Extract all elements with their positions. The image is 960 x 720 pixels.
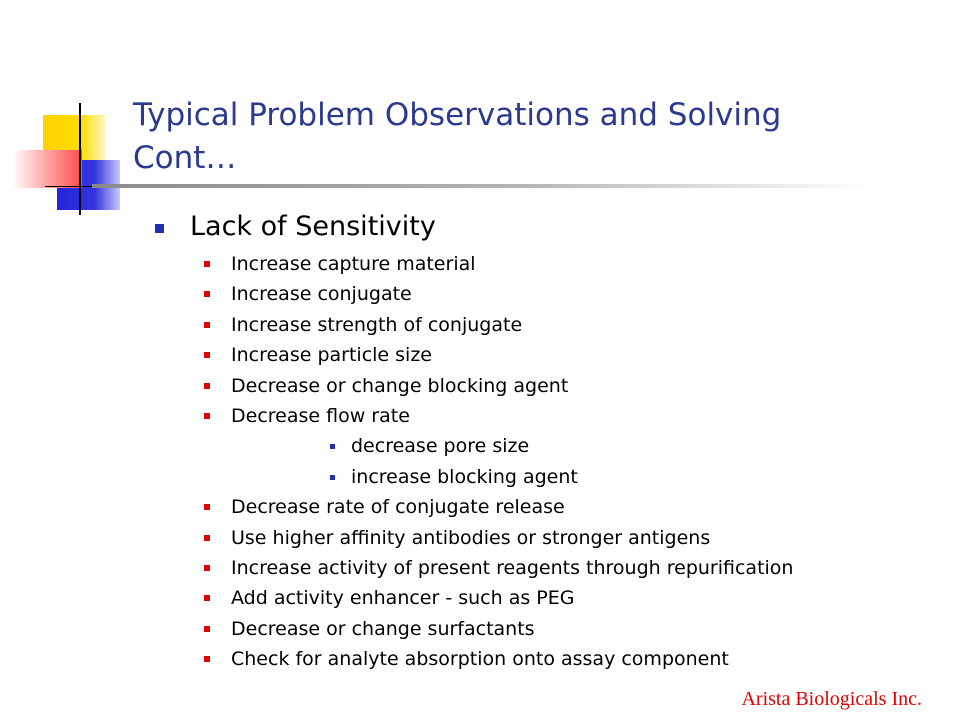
list-item-text: Decrease rate of conjugate release: [231, 496, 565, 519]
square-bullet-icon: [204, 535, 210, 541]
list-item-text: Decrease flow rate: [231, 405, 410, 428]
square-bullet-icon: [204, 261, 210, 267]
sub-list-item-text: increase blocking agent: [351, 465, 578, 488]
list-item-text: Increase conjugate: [231, 283, 412, 306]
logo-red-block: [12, 150, 82, 188]
list-item: [155, 310, 935, 340]
list-item: [155, 553, 935, 583]
square-bullet-icon: [330, 444, 335, 449]
square-bullet-icon: [204, 595, 210, 601]
slide-title: Typical Problem Observations and Solving Cont…: [133, 97, 782, 176]
square-bullet-icon: [204, 322, 210, 328]
sub-list-item-text: decrease pore size: [351, 435, 530, 458]
list-item: [155, 492, 935, 522]
title-divider: [92, 184, 872, 188]
list-item: [155, 249, 935, 279]
list-item-text: Add activity enhancer - such as PEG: [231, 587, 575, 610]
list-item: [155, 583, 935, 613]
square-bullet-icon: [204, 383, 210, 389]
list-item: [155, 401, 935, 492]
square-bullet-icon: [330, 475, 335, 480]
square-bullet-icon: [204, 504, 210, 510]
square-bullet-icon: [204, 626, 210, 632]
list-item-text: Increase capture material: [231, 253, 476, 275]
footer-company-name: Arista Biologicals Inc.: [741, 688, 922, 710]
sub-list-item: [231, 431, 935, 461]
list-item: [155, 340, 935, 370]
list-item: [155, 279, 935, 309]
list-item-text: Decrease or change blocking agent: [231, 374, 569, 397]
bullet-list: [155, 249, 935, 675]
list-item: [155, 371, 935, 401]
logo-vertical-line: [79, 103, 81, 215]
list-item: [155, 644, 935, 674]
sub-list-item: [231, 462, 935, 492]
square-bullet-icon: [204, 352, 210, 358]
square-bullet-icon: [204, 413, 210, 419]
list-item: [155, 614, 935, 644]
section-heading-text: Lack of Sensitivity: [190, 211, 436, 242]
square-bullet-icon: [204, 656, 210, 662]
list-item-text: Use higher affinity antibodies or stronger antigens: [231, 526, 711, 549]
list-item-text: Increase strength of conjugate: [231, 313, 523, 336]
slide-content: [155, 209, 935, 675]
square-bullet-icon: [204, 291, 210, 297]
section-heading: [155, 209, 935, 245]
square-bullet-icon: [155, 224, 164, 233]
list-item-text: Decrease or change surfactants: [231, 617, 535, 640]
list-item-text: Increase activity of present reagents through repurification: [231, 557, 794, 580]
sub-bullet-list: [231, 431, 935, 492]
square-bullet-icon: [204, 565, 210, 571]
list-item: [155, 523, 935, 553]
list-item-text: Increase particle size: [231, 344, 432, 367]
list-item-text: Check for analyte absorption onto assay component: [231, 648, 729, 671]
